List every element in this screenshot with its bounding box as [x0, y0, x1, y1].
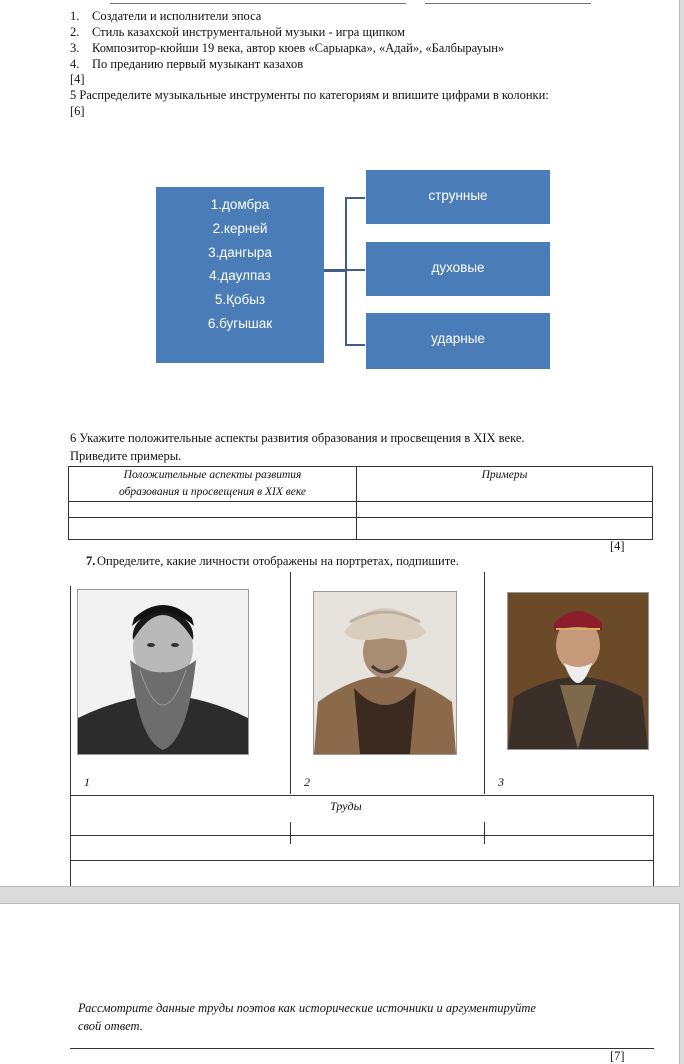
connector-branch-winds	[345, 269, 365, 271]
instrument-item: 1.домбра	[210, 197, 270, 212]
task6-answer-cell[interactable]	[357, 518, 653, 540]
task4-item: 4. По преданию первый музыкант казахов	[70, 57, 304, 71]
grid-row-line	[70, 795, 654, 796]
task4-score: [4]	[70, 72, 85, 86]
connector-branch-percussion	[345, 344, 365, 346]
task5-score: [6]	[70, 104, 85, 118]
task6-score: [4]	[610, 539, 625, 553]
grid-divider-2	[484, 572, 485, 794]
task6-col1-header: Положительные аспекты развития образования и просвещения в XIX веке	[69, 467, 357, 502]
page2-prompt-line2: свой ответ.	[78, 1019, 143, 1033]
portrait-2-image	[313, 591, 457, 755]
task4-list	[70, 8, 504, 72]
top-rule-right	[425, 3, 591, 4]
category-strings-box: струнные	[366, 170, 550, 224]
portrait-2-label: 2	[304, 775, 310, 789]
grid-divider-1	[290, 572, 291, 794]
worksheet-page-2	[0, 903, 680, 1064]
category-percussion-box: ударные	[366, 313, 550, 369]
portrait-1-image	[77, 589, 249, 755]
connector-spine	[345, 198, 347, 345]
task6-subtitle: Приведите примеры.	[70, 449, 182, 463]
task6-answer-cell[interactable]	[69, 502, 357, 518]
task4-item: 1. Создатели и исполнители эпоса	[70, 9, 262, 23]
connector-branch-strings	[345, 197, 365, 199]
grid-row-line	[70, 860, 654, 861]
task7-title: Определите, какие личности отображены на портретах, подпишите.	[97, 554, 459, 568]
grid-left-border	[70, 586, 71, 886]
instrument-item: 5.Қобыз	[214, 292, 266, 308]
task5-title: 5 Распределите музыкальные инструменты по категориям и впишите цифрами в колонки:	[70, 88, 549, 102]
instrument-list-box	[156, 187, 324, 363]
task4-item: 3. Композитор-кюйши 19 века, автор кюев «Сарыарка», «Адай», «Балбырауын»	[70, 41, 505, 55]
portrait-1-label: 1	[84, 775, 90, 789]
grid-tick	[290, 822, 291, 844]
page2-prompt-line1: Рассмотрите данные труды поэтов как исторические источники и аргументируйте	[78, 1001, 536, 1015]
task7-number: 7.	[86, 554, 96, 568]
answer-line[interactable]	[70, 1048, 654, 1049]
task4-item: 2. Стиль казахской инструментальной музыки - игра щипком	[70, 25, 405, 39]
portrait-3-image	[507, 592, 649, 750]
grid-tick	[484, 773, 485, 791]
grid-row-line	[70, 835, 654, 836]
portrait-3-label: 3	[498, 775, 504, 789]
instrument-item: 4.даулпаз	[209, 268, 271, 284]
category-winds-box: духовые	[366, 242, 550, 296]
grid-tick	[290, 773, 291, 791]
task6-title: 6 Укажите положительные аспекты развития образования и просвещения в XIX веке.	[70, 431, 525, 445]
top-rule-left	[110, 3, 406, 4]
task6-answer-cell[interactable]	[69, 518, 357, 540]
instrument-item: 2.керней	[212, 220, 268, 236]
instrument-item: 6.бугышак	[207, 315, 273, 331]
page2-score: [7]	[610, 1049, 625, 1063]
connector-stem	[324, 269, 346, 272]
task6-table	[68, 466, 653, 540]
task6-answer-cell[interactable]	[357, 502, 653, 518]
grid-right-border	[653, 796, 654, 886]
instrument-item: 3.дангыра	[208, 244, 272, 260]
grid-tick	[484, 822, 485, 844]
task6-col2-header: Примеры	[357, 467, 653, 502]
works-label: Труды	[330, 799, 362, 813]
